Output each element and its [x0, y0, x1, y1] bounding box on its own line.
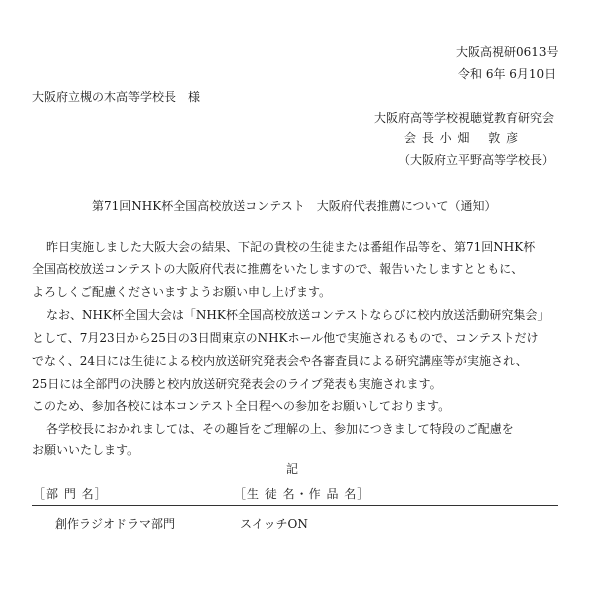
sender-organization: 大阪府高等学校視聴覚教育研究会: [374, 111, 555, 125]
body-p2-line5: このため、参加各校には本コンテスト全日程への参加をお願いしております。: [32, 399, 451, 413]
document-number: 大阪高視研0613号: [456, 45, 559, 59]
table-header-rule: [32, 505, 558, 506]
body-p1-line2: 全国高校放送コンテストの大阪府代表に推薦をいたしますので、報告いたしますとともに、: [32, 262, 524, 276]
ki-heading: 記: [286, 462, 299, 476]
sender-president: 会 長 小 畑 敦 彦: [404, 131, 520, 145]
body-p1-line3: よろしくご配慮くださいますようお願い申し上げます。: [32, 285, 332, 299]
body-p2-line2: として、7月23日から25日の3日間東京のNHKホール他で実施されるもので、コンテストだけ: [32, 331, 539, 345]
table-header-student-work: ［生 徒 名・作 品 名］: [234, 487, 371, 501]
body-p3-line2: お願いいたします。: [32, 443, 140, 457]
body-p2-line3: でなく、24日には生徒による校内放送研究発表会や各審査員による研究講座等が実施され、: [32, 354, 528, 368]
body-p2-line4: 25日には全部門の決勝と校内放送研究発表会のライブ発表も実施されます。: [32, 377, 442, 391]
body-p2-line1: なお、NHK杯全国大会は「NHK杯全国高校放送コンテストならびに校内放送活動研究集会」: [46, 308, 550, 322]
body-p3-line1: 各学校長におかれましては、その趣旨をご理解の上、参加につきまして特段のご配慮を: [46, 422, 514, 436]
sender-affiliation: （大阪府立平野高等学校長）: [398, 153, 555, 167]
table-row-work: スイッチON: [240, 517, 308, 531]
document-date: 令和 6年 6月10日: [458, 67, 557, 81]
document-title: 第71回NHK杯全国高校放送コンテスト 大阪府代表推薦について（通知）: [92, 199, 497, 213]
body-p1-line1: 昨日実施しました大阪大会の結果、下記の貴校の生徒または番組作品等を、第71回NHK杯: [46, 240, 536, 254]
table-header-department: ［部 門 名］: [33, 487, 108, 501]
table-row-department: 創作ラジオドラマ部門: [55, 517, 176, 531]
recipient: 大阪府立槻の木高等学校長 様: [32, 90, 201, 104]
